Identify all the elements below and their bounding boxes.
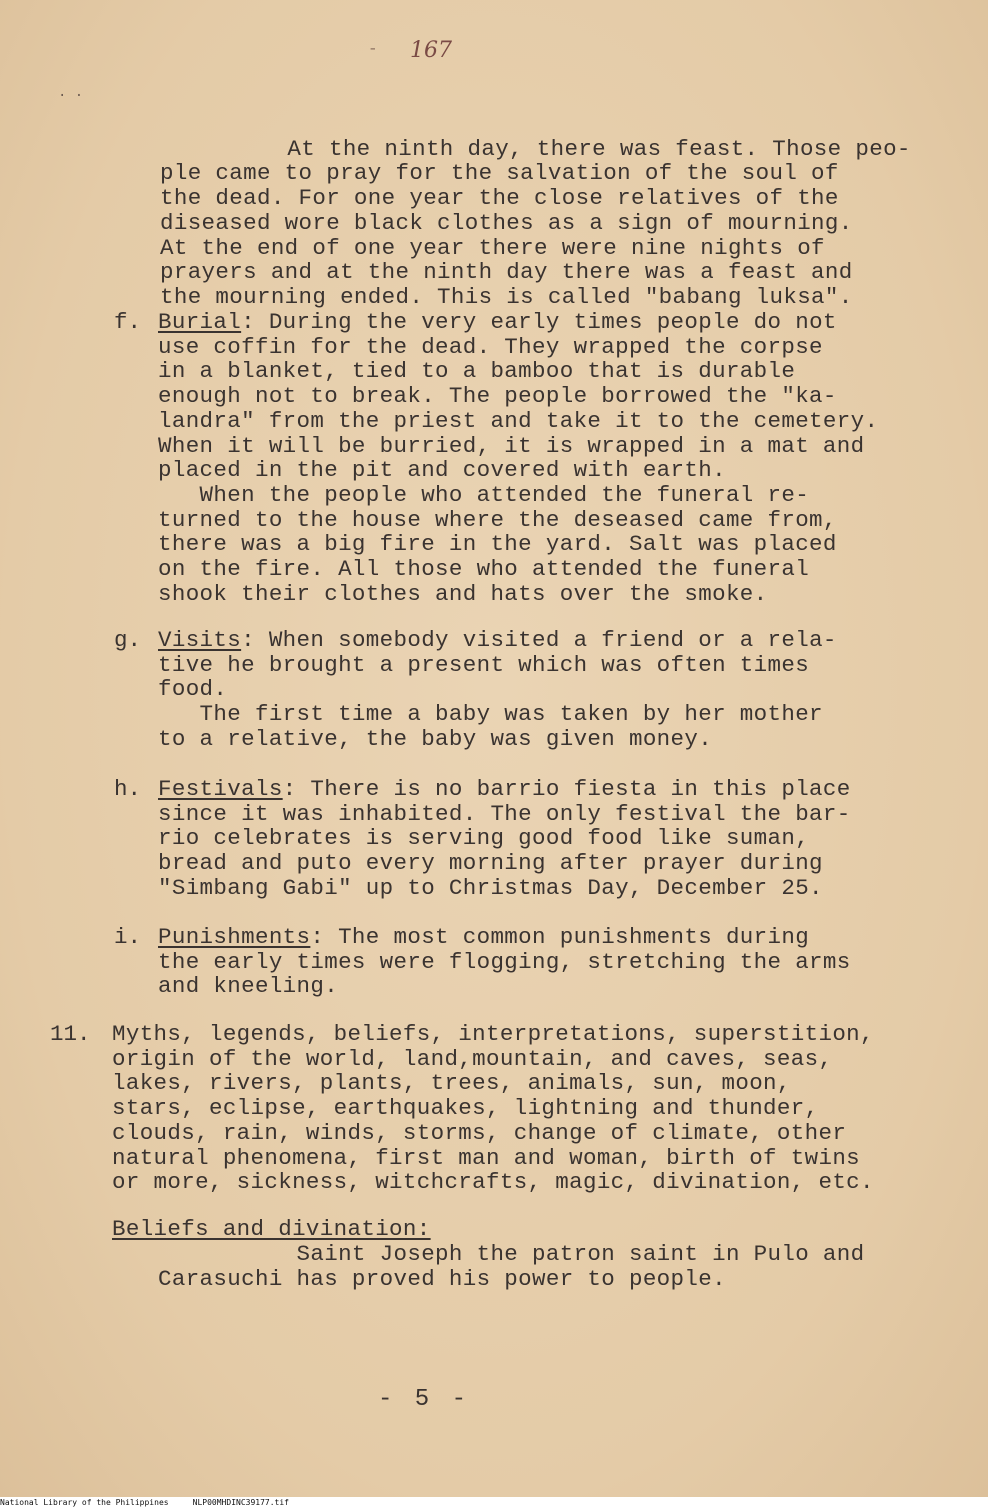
paragraph-feast [160,112,911,334]
festivals-body: : There is no barrio fiesta in this place since it was inhabited. The only festival the bar- rio celebrates is serving good food like suman, bread and puto every morning after prayer during "Simbang Gabi" up to Christmas Day, December 25. [158,776,851,901]
visits-heading: Visits [158,627,242,653]
punishments-body: : The most common punishments during the early times were flogging, stretching the arms and kneeling. [158,924,851,1000]
beliefs-body: Saint Joseph the patron saint in Pulo and Carasuchi has proved his power to people. [158,1241,865,1292]
item-f-label: f. [114,309,142,335]
archive-footer: National Library of the Philippines NLP00MHDINC39177.tif [0,1497,988,1508]
item-h-label: h. [114,776,142,802]
burial-heading: Burial [158,309,242,335]
page-number: - 5 - [378,1386,471,1413]
margin-dots: . . [58,85,84,101]
handwritten-page-number: 167 [410,38,452,63]
punishments-heading: Punishments [158,924,311,950]
section-visits [158,628,837,752]
visits-body: : When somebody visited a friend or a rela- tive he brought a present which was often times food. The first time a baby was taken by her mother to a relative, the baby was given money. [158,627,837,752]
festivals-heading: Festivals [158,776,283,802]
section-burial [158,310,878,606]
item-i-label: i. [114,924,142,950]
paragraph-feast-text: At the ninth day, there was feast. Those peo- ple came to pray for the salvation of the soul of the dead. For one year the close relatives of the diseased wore black clothes as a sign of mourning. At the end of one year there were nine nights of prayers and at the ninth day there was a feast and the mourning ended. This is called "babang luksa". [160,135,911,310]
item-11-label: 11. [50,1021,91,1047]
burial-body: : During the very early times people do not use coffin for the dead. They wrapped the corpse in a blanket, tied to a bamboo that is durable enough not to break. The people borrowed the "ka- landra" from the priest and take it to the cemetery. When it will be burried, it is wrapped in a mat and placed in the pit and covered with earth. When the people who attended the funeral re- turned to the house where the deseased came from, there was a big fire in the yard. Salt was placed on the fire. All those who attended the funeral shook their clothes and hats over the smoke. [158,309,879,607]
section-myths: Myths, legends, beliefs, interpretations, superstition, origin of the world, land,mountain, and caves, seas, lakes, rivers, plants, trees, animals, sun, moon, stars, eclipse, earthquakes, lightning and thunder, clouds, rain, winds, storms, change of climate, other natural phenomena, first man and woman, birth of twins or more, sickness, witchcrafts, magic, divination, etc. [112,1021,874,1196]
section-punishments [158,925,851,999]
item-g-label: g. [114,627,142,653]
section-festivals [158,777,851,901]
margin-mark: - [368,40,378,58]
beliefs-heading: Beliefs and divination: [112,1216,431,1242]
